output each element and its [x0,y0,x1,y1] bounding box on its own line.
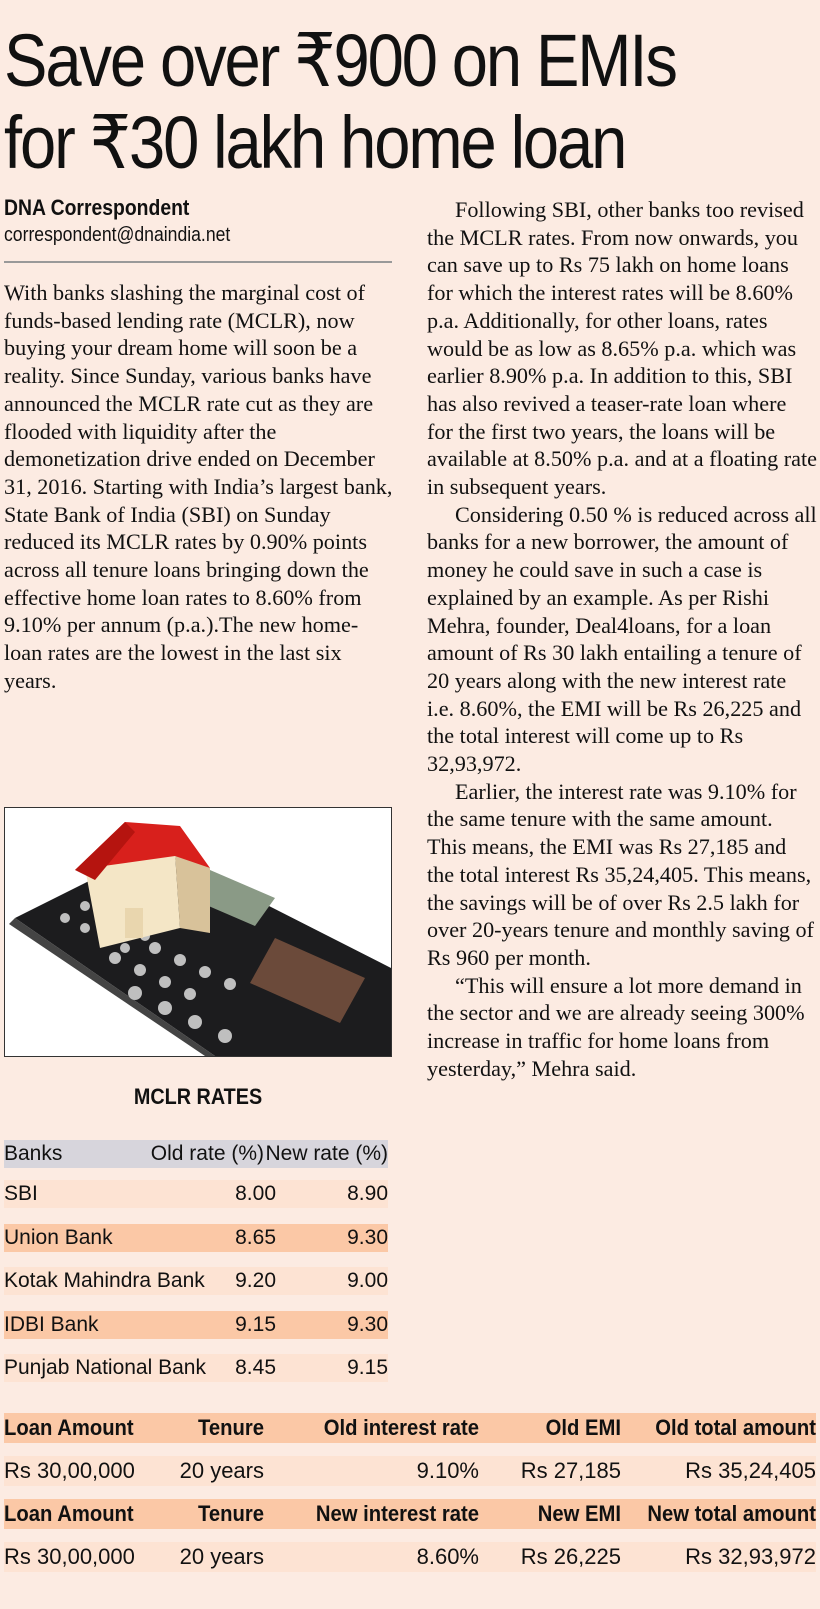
header-loan-amount: Loan Amount [4,1501,134,1526]
old-rate: 8.65 [235,1225,276,1249]
paragraph-1: Following SBI, other banks too revised the MCLR rates. From now onwards, you can save up to Rs 75 lakh on home loans for which the interest rates will be 8.60% p.a. Additionally, for other loans, rates would be as low as 8.65% p.a. which was earlier 8.90% p.a. In addition to this, SBI has also revived a teaser-rate loan where for the first two years, the loans will be available at 8.50% p.a. and at a floating rate in subsequent years. [427,197,817,500]
table-row [4,1311,388,1339]
left-column [4,279,396,695]
paragraph-4: “This will ensure a lot more demand in the sector and we are already seeing 300% increase in traffic for home loans from yesterday,” Mehra said. [427,972,805,1081]
header-tenure: Tenure [198,1501,264,1526]
header-tenure: Tenure [198,1415,264,1440]
headline-line-1: Save over ₹900 on EMIs [4,19,676,102]
loan-comparison-table [4,1413,816,1585]
author-email: correspondent@dnaindia.net [4,224,231,246]
author-name: DNA Correspondent [4,195,190,220]
new-rate: 9.30 [347,1225,388,1249]
new-rate: 8.90 [347,1182,388,1205]
old-rate: 8.45 [235,1356,276,1379]
new-rate: 9.15 [347,1356,388,1379]
table-row [4,1354,388,1382]
tenure: 20 years [179,1544,264,1569]
header-old-interest-rate: Old interest rate [323,1415,479,1440]
new-header-row [4,1499,816,1529]
bank-name: Kotak Mahindra Bank [4,1269,205,1292]
header-new-total-amount: New total amount [647,1501,816,1526]
intro-paragraph: With banks slashing the marginal cost of funds-based lending rate (MCLR), now buying your dream home will soon be a reality. Since Sunday, various banks have announced the MCLR rate cut as they are flooded with liquidity after the demonetization drive ended on December 31, 2016. Starting with India’s largest bank, State Bank of India (SBI) on Sunday reduced its MCLR rates by 0.90% points across all tenure loans bringing down the effective home loan rates to 8.60% from 9.10% per annum (p.a.).The new home-loan rates are the lowest in the last six years. [4,280,393,693]
mclr-header-old-rate: Old rate (%) [150,1142,264,1165]
old-header-row [4,1413,816,1443]
new-rate: 9.30 [347,1312,388,1336]
tenure: 20 years [179,1458,264,1483]
old-rate: 9.15 [235,1312,276,1336]
table-row [4,1224,388,1252]
old-rate: 8.00 [235,1182,276,1205]
byline-divider [4,261,392,263]
bank-name: SBI [4,1182,38,1205]
new-total-amount: Rs 32,93,972 [685,1544,816,1569]
new-emi: Rs 26,225 [520,1544,621,1569]
bank-name: IDBI Bank [4,1312,99,1336]
mclr-table-title: MCLR RATES [133,1084,263,1109]
headline [4,20,719,184]
header-loan-amount: Loan Amount [4,1415,134,1440]
header-new-interest-rate: New interest rate [315,1501,479,1526]
headline-line-2: for ₹30 lakh home loan [4,101,626,184]
old-emi: Rs 27,185 [520,1458,621,1483]
new-interest-rate: 8.60% [416,1544,479,1569]
old-rate: 9.20 [235,1269,276,1292]
right-column [427,196,817,1083]
loan-amount: Rs 30,00,000 [4,1458,135,1483]
mclr-header-banks: Banks [4,1142,63,1165]
house-on-calculator-image [4,807,392,1057]
byline [4,194,392,248]
old-values-row [4,1456,816,1486]
header-old-total-amount: Old total amount [655,1415,816,1440]
mclr-rates-table [4,1140,388,1398]
bank-name: Union Bank [4,1225,113,1249]
mclr-header-row [4,1140,388,1168]
mclr-header-new-rate: New rate (%) [265,1142,388,1165]
table-row [4,1267,388,1295]
header-new-emi: New EMI [537,1501,621,1526]
paragraph-2: Considering 0.50 % is reduced across all banks for a new borrower, the amount of money he could save in such a case is explained by an example. As per Rishi Mehra, founder, Deal4loans, for a loan amount of Rs 30 lakh entailing a tenure of 20 years along with the new interest rate i.e. 8.60%, the EMI will be Rs 26,225 and the total interest will come up to Rs 32,93,972. [427,501,817,777]
old-interest-rate: 9.10% [416,1458,479,1483]
table-row [4,1180,388,1208]
new-values-row [4,1542,816,1572]
header-old-emi: Old EMI [545,1415,621,1440]
bank-name: Punjab National Bank [4,1356,206,1379]
loan-amount: Rs 30,00,000 [4,1544,135,1569]
new-rate: 9.00 [347,1269,388,1292]
old-total-amount: Rs 35,24,405 [685,1458,816,1483]
paragraph-3: Earlier, the interest rate was 9.10% for the same tenure with the same amount. This means, the EMI was Rs 27,185 and the total interest Rs 35,24,405. This means, the savings will be of over Rs 2.5 lakh for over 20-years tenure and monthly saving of Rs 960 per month. [427,778,814,970]
